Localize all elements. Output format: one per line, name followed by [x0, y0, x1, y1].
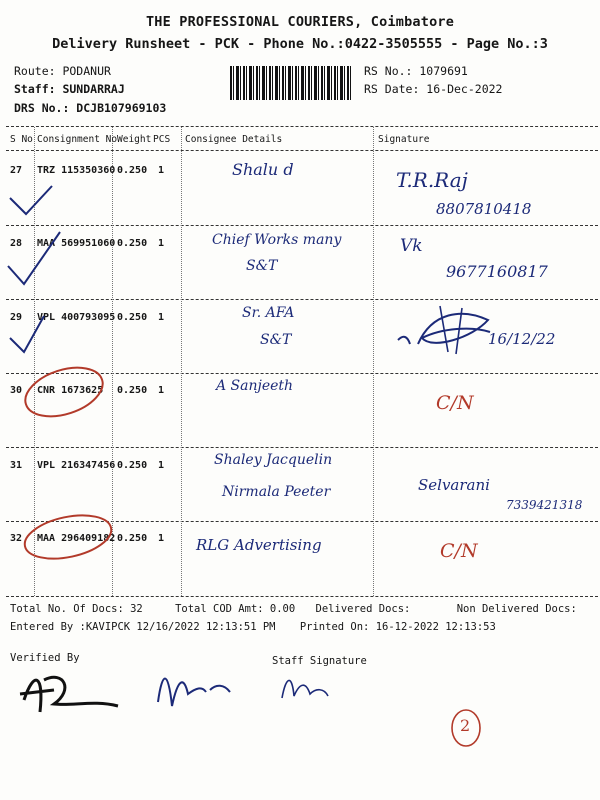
tick-mark — [8, 232, 60, 284]
column-header-pcs: PCS — [153, 134, 171, 145]
verifier-signature — [14, 660, 124, 724]
consignment-circle — [19, 359, 109, 426]
row-pcs: 1 — [158, 385, 165, 396]
tick-mark — [10, 316, 44, 352]
verified-by-label: Verified By — [10, 652, 80, 664]
column-header-weight: Weight — [117, 134, 152, 145]
drs-number: DRS No.: DCJB107969103 — [14, 101, 167, 115]
runsheet-title: Delivery Runsheet - PCK - Phone No.:0422-3505555 - Page No.:3 — [52, 36, 548, 52]
receiver-signature: Vk — [400, 236, 423, 256]
column-header-sno: S No — [10, 134, 33, 145]
supervisor-signature — [154, 662, 244, 712]
receiver-phone: 8807810418 — [436, 200, 532, 218]
row-pcs: 1 — [158, 533, 165, 544]
column-header-consignee: Consignee Details — [185, 134, 283, 145]
receiver-status: C/N — [440, 540, 478, 562]
staff-signature — [276, 668, 336, 708]
receiver-signature: Selvarani — [418, 476, 490, 494]
consignee-handwriting: S&T — [260, 332, 292, 348]
consignee-handwriting: Nirmala Peeter — [222, 484, 331, 500]
row-pcs: 1 — [158, 312, 165, 323]
row-consignment-no: TRZ 115350360 — [37, 165, 116, 176]
receiver-phone: 9677160817 — [446, 262, 548, 281]
row-consignment-no: MAA 296409182 — [37, 533, 116, 544]
consignee-handwriting: Sr. AFA — [242, 305, 295, 321]
receiver-phone: 7339421318 — [506, 498, 583, 512]
delivered-docs: Delivered Docs: — [315, 603, 411, 615]
consignee-handwriting: Chief Works many — [212, 232, 342, 248]
column-header-consignment: Consignment No — [37, 134, 118, 145]
row-weight: 0.250 — [117, 238, 148, 249]
row-pcs: 1 — [158, 460, 165, 471]
consignee-handwriting: A Sanjeeth — [216, 378, 294, 394]
footer-totals — [10, 603, 600, 615]
tick-mark — [10, 186, 52, 214]
total-cod: Total COD Amt: 0.00 — [175, 603, 296, 615]
footer-entry — [10, 621, 522, 633]
row-sno: 27 — [10, 165, 23, 176]
staff-label: Staff: SUNDARRAJ — [14, 82, 125, 96]
row-consignment-no: VPL 216347456 — [37, 460, 116, 471]
circled-number: 2 — [460, 716, 471, 735]
row-consignment-no: MAA 569951060 — [37, 238, 116, 249]
consignment-circle — [21, 508, 115, 565]
rs-number: RS No.: 1079691 — [364, 64, 468, 78]
delivery-date: 16/12/22 — [488, 330, 556, 348]
entered-by: Entered By :KAVIPCK 12/16/2022 12:13:51 PM — [10, 621, 276, 633]
printed-on: Printed On: 16-12-2022 12:13:53 — [299, 621, 496, 633]
courier-company-title: THE PROFESSIONAL COURIERS, Coimbatore — [145, 14, 455, 30]
receiver-status: C/N — [436, 392, 474, 414]
row-consignment-no: CNR 1673625 — [37, 385, 104, 396]
row-sno: 29 — [10, 312, 23, 323]
row-sno: 28 — [10, 238, 23, 249]
row-weight: 0.250 — [117, 312, 148, 323]
row-weight: 0.250 — [117, 533, 148, 544]
row-weight: 0.250 — [117, 165, 148, 176]
row-consignment-no: VPL 400793095 — [37, 312, 116, 323]
consignee-handwriting: S&T — [246, 258, 278, 274]
row-sno: 31 — [10, 460, 23, 471]
column-header-signature: Signature — [378, 134, 430, 145]
receiver-signature: T.R.Raj — [396, 168, 468, 192]
row-sno: 30 — [10, 385, 23, 396]
route-label: Route: PODANUR — [14, 64, 111, 78]
consignee-handwriting: Shalu d — [232, 160, 294, 179]
non-delivered-docs: Non Delivered Docs: — [456, 603, 577, 615]
row-pcs: 1 — [158, 165, 165, 176]
consignee-handwriting: RLG Advertising — [196, 536, 322, 554]
row-pcs: 1 — [158, 238, 165, 249]
rs-date: RS Date: 16-Dec-2022 — [364, 82, 503, 96]
row-weight: 0.250 — [117, 385, 148, 396]
row-sno: 32 — [10, 533, 23, 544]
row-weight: 0.250 — [117, 460, 148, 471]
staff-signature-label: Staff Signature — [272, 655, 367, 667]
consignee-handwriting: Shaley Jacquelin — [214, 452, 333, 468]
total-docs: Total No. Of Docs: 32 — [10, 603, 143, 615]
